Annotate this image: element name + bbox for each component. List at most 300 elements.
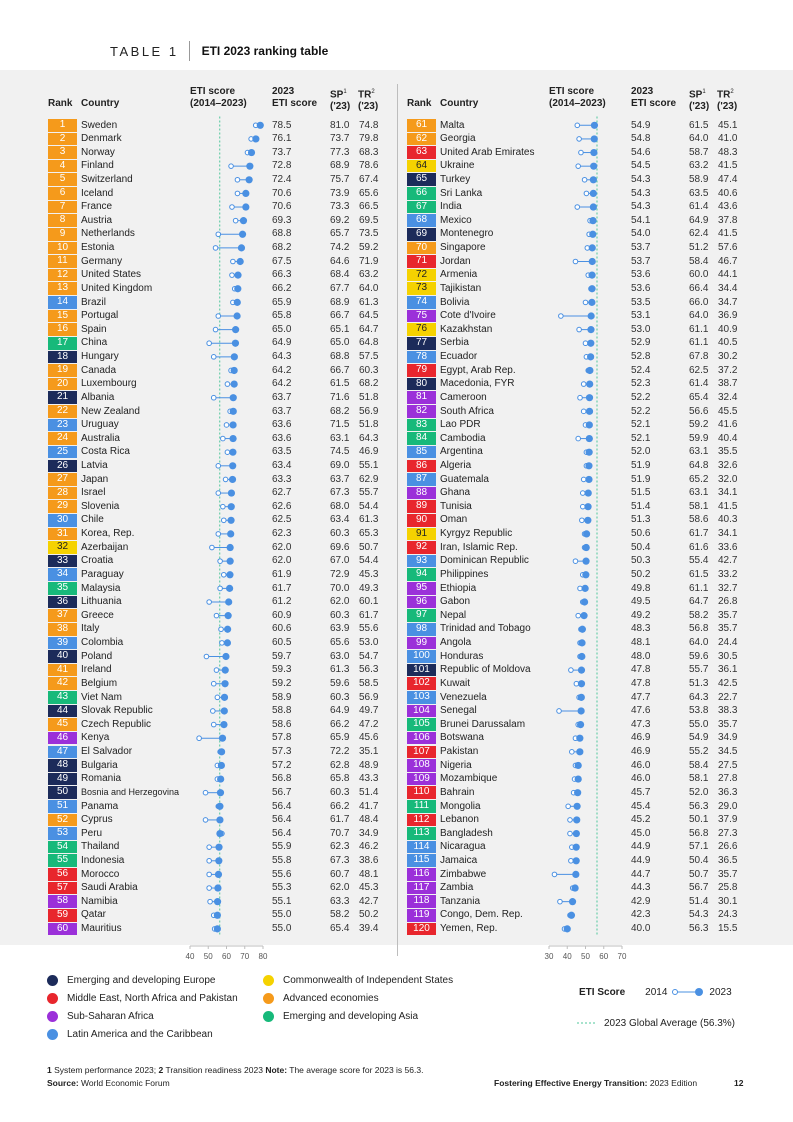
country-name: Azerbaijan xyxy=(81,541,129,553)
legend-swatch xyxy=(47,993,58,1004)
eti-score-value: 53.1 xyxy=(631,310,651,322)
eti-score-value: 52.2 xyxy=(631,405,651,417)
country-name: Iran, Islamic Rep. xyxy=(440,541,518,553)
tr-score-value: 54.4 xyxy=(359,500,379,512)
sp-score-value: 70.0 xyxy=(330,582,350,594)
country-name: Cameroon xyxy=(440,391,487,403)
tr-score-value: 53.0 xyxy=(359,637,379,649)
eti-score-value: 56.4 xyxy=(272,800,292,812)
legend-label: Commonwealth of Independent States xyxy=(283,975,454,986)
rank-badge: 67 xyxy=(407,201,436,214)
eti-score-value: 51.9 xyxy=(631,473,651,485)
eti-score-value: 46.0 xyxy=(631,773,651,785)
tr-score-value: 36.9 xyxy=(718,310,738,322)
country-name: El Salvador xyxy=(81,746,133,758)
tr-score-value: 41.0 xyxy=(718,133,738,145)
country-name: Jamaica xyxy=(440,854,478,866)
tr-score-value: 46.9 xyxy=(359,446,379,458)
rank-badge: 105 xyxy=(407,718,436,731)
country-name: Indonesia xyxy=(81,854,125,866)
eti-score-value: 61.9 xyxy=(272,568,292,580)
sp-score-value: 51.4 xyxy=(689,895,709,907)
tr-score-value: 41.7 xyxy=(359,800,379,812)
country-name: Bahrain xyxy=(440,786,475,798)
rank-badge: 84 xyxy=(407,432,436,445)
rank-badge: 110 xyxy=(407,786,436,799)
country-name: Czech Republic xyxy=(81,718,152,730)
table-row xyxy=(0,527,793,541)
country-name: Netherlands xyxy=(81,228,135,240)
tr-score-value: 49.7 xyxy=(359,705,379,717)
tr-score-value: 45.3 xyxy=(359,882,379,894)
col-eti-history-right: ETI score (2014–2023) xyxy=(549,86,606,109)
eti-score-value: 44.3 xyxy=(631,882,651,894)
sp-score-value: 62.4 xyxy=(689,228,709,240)
country-name: Singapore xyxy=(440,242,486,254)
eti-score-value: 56.7 xyxy=(272,786,292,798)
rank-badge: 79 xyxy=(407,364,436,377)
rank-badge: 31 xyxy=(48,528,77,541)
eti-score-value: 70.6 xyxy=(272,201,292,213)
x-axis-tick-label: 70 xyxy=(240,952,250,961)
tr-score-value: 55.7 xyxy=(359,487,379,499)
sp-score-value: 63.1 xyxy=(330,432,350,444)
rank-badge: 37 xyxy=(48,609,77,622)
table-row xyxy=(0,745,793,759)
eti-score-value: 58.8 xyxy=(272,705,292,717)
rank-badge: 97 xyxy=(407,609,436,622)
tr-score-value: 35.1 xyxy=(359,746,379,758)
table-row xyxy=(0,282,793,296)
rank-badge: 120 xyxy=(407,923,436,936)
eti-score-value: 56.4 xyxy=(272,814,292,826)
eti-score-value: 62.5 xyxy=(272,514,292,526)
tr-score-value: 27.5 xyxy=(718,759,738,771)
rank-badge: 103 xyxy=(407,691,436,704)
dashed-line-icon xyxy=(577,1021,599,1025)
rank-badge: 118 xyxy=(407,895,436,908)
table-row xyxy=(0,718,793,732)
tr-score-value: 60.1 xyxy=(359,596,379,608)
rank-badge: 68 xyxy=(407,214,436,227)
eti-score-value: 49.8 xyxy=(631,582,651,594)
sp-score-value: 59.9 xyxy=(689,432,709,444)
table-row xyxy=(0,146,793,160)
sp-score-value: 58.2 xyxy=(689,609,709,621)
country-name: Nicaragua xyxy=(440,841,486,853)
tr-score-value: 41.5 xyxy=(718,500,738,512)
rank-badge: 30 xyxy=(48,514,77,527)
tr-score-value: 45.3 xyxy=(359,568,379,580)
sp-score-value: 61.4 xyxy=(689,201,709,213)
table-row xyxy=(0,500,793,514)
eti-score-value: 67.5 xyxy=(272,255,292,267)
table-row xyxy=(0,323,793,337)
eti-score-value: 50.6 xyxy=(631,528,651,540)
eti-score-value: 63.5 xyxy=(272,446,292,458)
sp-score-value: 60.3 xyxy=(330,528,350,540)
rank-badge: 104 xyxy=(407,705,436,718)
country-name: Namibia xyxy=(81,895,118,907)
tr-score-value: 35.7 xyxy=(718,609,738,621)
tr-score-value: 33.2 xyxy=(718,568,738,580)
rank-badge: 14 xyxy=(48,296,77,309)
rank-badge: 3 xyxy=(48,146,77,159)
rank-badge: 19 xyxy=(48,364,77,377)
country-name: Trinidad and Tobago xyxy=(440,623,531,635)
tr-score-value: 78.6 xyxy=(359,160,379,172)
eti-score-value: 44.9 xyxy=(631,841,651,853)
table-row xyxy=(0,840,793,854)
sp-score-value: 73.9 xyxy=(330,187,350,199)
eti-score-value: 53.7 xyxy=(631,255,651,267)
tr-score-value: 43.6 xyxy=(718,201,738,213)
rank-badge: 59 xyxy=(48,909,77,922)
col-sp: $SP^1$ ('23) xyxy=(330,89,351,113)
country-name: Dominican Republic xyxy=(440,555,529,567)
tr-score-value: 25.8 xyxy=(718,882,738,894)
tr-score-value: 54.4 xyxy=(359,555,379,567)
country-name: Angola xyxy=(440,637,472,649)
sp-score-value: 58.6 xyxy=(689,514,709,526)
eti-score-value: 52.8 xyxy=(631,351,651,363)
tr-score-value: 34.1 xyxy=(718,528,738,540)
table-row xyxy=(0,432,793,446)
tr-score-value: 51.8 xyxy=(359,391,379,403)
sp-score-value: 64.9 xyxy=(689,214,709,226)
country-name: Ethiopia xyxy=(440,582,477,594)
sp-score-value: 60.0 xyxy=(689,269,709,281)
tr-score-value: 57.6 xyxy=(718,242,738,254)
eti-score-value: 76.1 xyxy=(272,133,292,145)
rank-badge: 88 xyxy=(407,487,436,500)
rank-badge: 36 xyxy=(48,596,77,609)
tr-score-value: 30.5 xyxy=(718,650,738,662)
sp-score-value: 65.9 xyxy=(330,732,350,744)
sp-score-value: 67.3 xyxy=(330,487,350,499)
tr-score-value: 51.4 xyxy=(359,786,379,798)
sp-score-value: 64.6 xyxy=(330,255,350,267)
country-name: Tanzania xyxy=(440,895,481,907)
rank-badge: 113 xyxy=(407,827,436,840)
eti-score-value: 52.0 xyxy=(631,446,651,458)
rank-badge: 38 xyxy=(48,623,77,636)
sp-score-value: 64.0 xyxy=(689,637,709,649)
country-name: Argentina xyxy=(440,446,483,458)
table-row xyxy=(0,132,793,146)
country-name: Kuwait xyxy=(440,677,471,689)
eti-score-value: 72.8 xyxy=(272,160,292,172)
tr-score-value: 66.5 xyxy=(359,201,379,213)
table-row xyxy=(0,309,793,323)
table-row xyxy=(0,663,793,677)
tr-score-value: 35.7 xyxy=(718,623,738,635)
rank-badge: 82 xyxy=(407,405,436,418)
country-name: Israel xyxy=(81,487,106,499)
tr-score-value: 64.8 xyxy=(359,337,379,349)
tr-score-value: 44.1 xyxy=(718,269,738,281)
table-row xyxy=(0,214,793,228)
tr-score-value: 51.8 xyxy=(359,419,379,431)
sp-score-value: 63.3 xyxy=(330,895,350,907)
table-row xyxy=(0,813,793,827)
tr-score-value: 38.7 xyxy=(718,378,738,390)
country-name: Italy xyxy=(81,623,100,635)
country-name: Cambodia xyxy=(440,432,486,444)
country-name: Mexico xyxy=(440,214,472,226)
country-name: Greece xyxy=(81,609,114,621)
eti-score-value: 55.6 xyxy=(272,868,292,880)
eti-score-value: 50.4 xyxy=(631,541,651,553)
eti-score-value: 52.3 xyxy=(631,378,651,390)
rank-badge: 21 xyxy=(48,391,77,404)
country-name: Algeria xyxy=(440,460,472,471)
sp-score-value: 64.3 xyxy=(689,691,709,703)
eti-score-value: 68.8 xyxy=(272,228,292,240)
sp-score-value: 50.4 xyxy=(689,854,709,866)
tr-score-value: 41.5 xyxy=(718,228,738,240)
eti-score-value: 55.8 xyxy=(272,854,292,866)
rank-badge: 83 xyxy=(407,419,436,432)
country-name: Senegal xyxy=(440,705,477,717)
country-name: Cote d'Ivoire xyxy=(440,310,496,322)
sp-score-value: 65.2 xyxy=(689,473,709,485)
rank-badge: 94 xyxy=(407,568,436,581)
country-name: Colombia xyxy=(81,637,124,649)
sp-score-value: 61.1 xyxy=(689,323,709,335)
country-name: Zambia xyxy=(440,882,474,894)
tr-score-value: 49.3 xyxy=(359,582,379,594)
rank-badge: 53 xyxy=(48,827,77,840)
tr-score-value: 42.5 xyxy=(718,677,738,689)
rank-badge: 111 xyxy=(407,800,436,813)
country-name: Gabon xyxy=(440,596,471,608)
rank-badge: 43 xyxy=(48,691,77,704)
eti-score-value: 68.2 xyxy=(272,242,292,254)
tr-score-value: 36.3 xyxy=(718,786,738,798)
rank-badge: 96 xyxy=(407,596,436,609)
footnote: 1 System performance 2023; 2 Transition readiness 2023 Note: The average score for 2023 is 56.3. xyxy=(47,1065,424,1075)
eti-score-value: 55.1 xyxy=(272,895,292,907)
tr-score-value: 56.3 xyxy=(359,664,379,676)
country-name: Bangladesh xyxy=(440,827,493,839)
x-axis-tick-label: 50 xyxy=(203,952,213,961)
eti-score-value: 47.7 xyxy=(631,691,651,703)
eti-score-value: 44.7 xyxy=(631,868,651,880)
sp-score-value: 60.3 xyxy=(330,786,350,798)
eti-score-value: 63.4 xyxy=(272,460,292,471)
country-name: India xyxy=(440,201,462,213)
rank-badge: 64 xyxy=(407,160,436,173)
eti-score-value: 45.7 xyxy=(631,786,651,798)
sp-score-value: 63.1 xyxy=(689,446,709,458)
table-row xyxy=(0,187,793,201)
eti-score-value: 65.8 xyxy=(272,310,292,322)
eti-score-value: 57.3 xyxy=(272,746,292,758)
rank-badge: 109 xyxy=(407,773,436,786)
tr-score-value: 46.2 xyxy=(359,841,379,853)
eti-score-value: 64.9 xyxy=(272,337,292,349)
rank-badge: 47 xyxy=(48,746,77,759)
table-row xyxy=(0,405,793,419)
country-name: Brunei Darussalam xyxy=(440,718,526,730)
country-name: Nigeria xyxy=(440,759,472,771)
tr-score-value: 37.8 xyxy=(718,214,738,226)
legend-swatch xyxy=(47,1029,58,1040)
country-name: Korea, Rep. xyxy=(81,528,135,540)
tr-score-value: 50.7 xyxy=(359,541,379,553)
eti-score-value: 62.3 xyxy=(272,528,292,540)
sp-score-value: 62.8 xyxy=(330,759,350,771)
sp-score-value: 61.1 xyxy=(689,337,709,349)
tr-score-value: 55.1 xyxy=(359,460,379,471)
tr-score-value: 64.0 xyxy=(359,282,379,294)
tr-score-value: 34.4 xyxy=(718,282,738,294)
tr-score-value: 48.1 xyxy=(359,868,379,880)
eti-score-value: 55.3 xyxy=(272,882,292,894)
rank-badge: 17 xyxy=(48,337,77,350)
table-row xyxy=(0,159,793,173)
sp-score-value: 56.6 xyxy=(689,405,709,417)
sp-score-value: 63.2 xyxy=(689,160,709,172)
country-name: Republic of Moldova xyxy=(440,664,531,676)
rank-badge: 49 xyxy=(48,773,77,786)
sp-score-value: 73.3 xyxy=(330,201,350,213)
eti-score-value: 59.3 xyxy=(272,664,292,676)
tr-score-value: 26.8 xyxy=(718,596,738,608)
table-row xyxy=(0,173,793,187)
legend-item xyxy=(47,1011,154,1022)
eti-score-value: 53.5 xyxy=(631,296,651,308)
eti-score-value: 57.2 xyxy=(272,759,292,771)
country-name: Oman xyxy=(440,514,468,526)
table-row xyxy=(0,759,793,773)
table-row xyxy=(0,731,793,745)
tr-score-value: 37.9 xyxy=(718,814,738,826)
sp-score-value: 61.7 xyxy=(689,528,709,540)
table-row xyxy=(0,119,793,133)
rank-badge: 10 xyxy=(48,242,77,255)
sp-score-value: 65.4 xyxy=(689,391,709,403)
sp-score-value: 68.9 xyxy=(330,296,350,308)
country-name: Croatia xyxy=(81,555,114,567)
tr-score-value: 40.3 xyxy=(718,514,738,526)
country-name: China xyxy=(81,337,108,349)
eti-score-value: 54.0 xyxy=(631,228,651,240)
col-eti-history: ETI score (2014–2023) xyxy=(190,86,247,109)
legend-label: Middle East, North Africa and Pakistan xyxy=(67,993,238,1004)
tr-score-value: 73.5 xyxy=(359,228,379,240)
tr-score-value: 40.9 xyxy=(718,323,738,335)
rank-badge: 85 xyxy=(407,446,436,459)
country-name: Estonia xyxy=(81,242,115,254)
key-title: ETI Score xyxy=(579,986,626,998)
tr-score-value: 58.5 xyxy=(359,677,379,689)
col-country-right: Country xyxy=(440,98,479,109)
sp-score-value: 64.0 xyxy=(689,133,709,145)
table-row xyxy=(0,922,793,936)
eti-score-value: 51.5 xyxy=(631,487,651,499)
country-name: Slovak Republic xyxy=(81,705,153,717)
tr-score-value: 68.3 xyxy=(359,146,379,158)
country-name: Bulgaria xyxy=(81,759,118,771)
country-name: Yemen, Rep. xyxy=(440,923,498,935)
x-axis-tick-label: 70 xyxy=(617,952,627,961)
eti-score-value: 55.0 xyxy=(272,909,292,921)
eti-score-value: 53.6 xyxy=(631,269,651,281)
sp-score-value: 54.9 xyxy=(689,732,709,744)
country-name: Finland xyxy=(81,160,114,172)
tr-score-value: 37.2 xyxy=(718,364,738,376)
eti-score-value: 63.3 xyxy=(272,473,292,485)
eti-score-value: 58.6 xyxy=(272,718,292,730)
rank-badge: 55 xyxy=(48,854,77,867)
sp-score-value: 66.4 xyxy=(689,282,709,294)
country-name: Sweden xyxy=(81,119,118,131)
eti-score-value: 47.6 xyxy=(631,705,651,717)
sp-score-value: 58.1 xyxy=(689,773,709,785)
sp-score-value: 65.1 xyxy=(330,323,350,335)
eti-score-value: 66.3 xyxy=(272,269,292,281)
eti-score-value: 45.2 xyxy=(631,814,651,826)
eti-score-value: 44.9 xyxy=(631,854,651,866)
eti-score-value: 52.2 xyxy=(631,391,651,403)
sp-score-value: 56.7 xyxy=(689,882,709,894)
table-row xyxy=(0,364,793,378)
table-row xyxy=(0,677,793,691)
sp-score-value: 58.9 xyxy=(689,173,709,185)
eti-score-value: 60.5 xyxy=(272,637,292,649)
country-name: Switzerland xyxy=(81,173,133,185)
sp-score-value: 50.7 xyxy=(689,868,709,880)
sp-score-value: 61.5 xyxy=(689,119,709,131)
eti-score-value: 78.5 xyxy=(272,119,292,131)
country-name: Malta xyxy=(440,119,465,131)
table-row xyxy=(0,513,793,527)
sp-score-value: 62.0 xyxy=(330,882,350,894)
x-axis-tick-label: 80 xyxy=(258,952,268,961)
tr-score-value: 35.5 xyxy=(718,446,738,458)
country-name: Canada xyxy=(81,364,117,376)
legend-label: Advanced economies xyxy=(283,993,379,1004)
tr-score-value: 71.9 xyxy=(359,255,379,267)
rank-badge: 16 xyxy=(48,323,77,336)
legend-item xyxy=(47,1029,213,1040)
rank-badge: 5 xyxy=(48,173,77,186)
sp-score-value: 74.2 xyxy=(330,242,350,254)
global-average-label: 2023 Global Average (56.3%) xyxy=(604,1017,736,1029)
country-name: Spain xyxy=(81,323,107,335)
rank-badge: 61 xyxy=(407,119,436,132)
rank-badge: 66 xyxy=(407,187,436,200)
table-row xyxy=(0,772,793,786)
legend-item xyxy=(47,993,238,1004)
rank-badge: 11 xyxy=(48,255,77,268)
eti-score-value: 51.9 xyxy=(631,460,651,471)
country-name: Nepal xyxy=(440,609,467,621)
eti-score-value: 54.1 xyxy=(631,214,651,226)
country-name: Denmark xyxy=(81,133,122,145)
country-name: Jordan xyxy=(440,255,471,267)
rank-badge: 63 xyxy=(407,146,436,159)
rank-badge: 9 xyxy=(48,228,77,241)
eti-score-value: 52.4 xyxy=(631,364,651,376)
sp-score-value: 63.7 xyxy=(330,473,350,485)
sp-score-value: 59.2 xyxy=(689,419,709,431)
eti-score-value: 59.7 xyxy=(272,650,292,662)
country-name: Pakistan xyxy=(440,746,479,758)
rank-badge: 107 xyxy=(407,746,436,759)
